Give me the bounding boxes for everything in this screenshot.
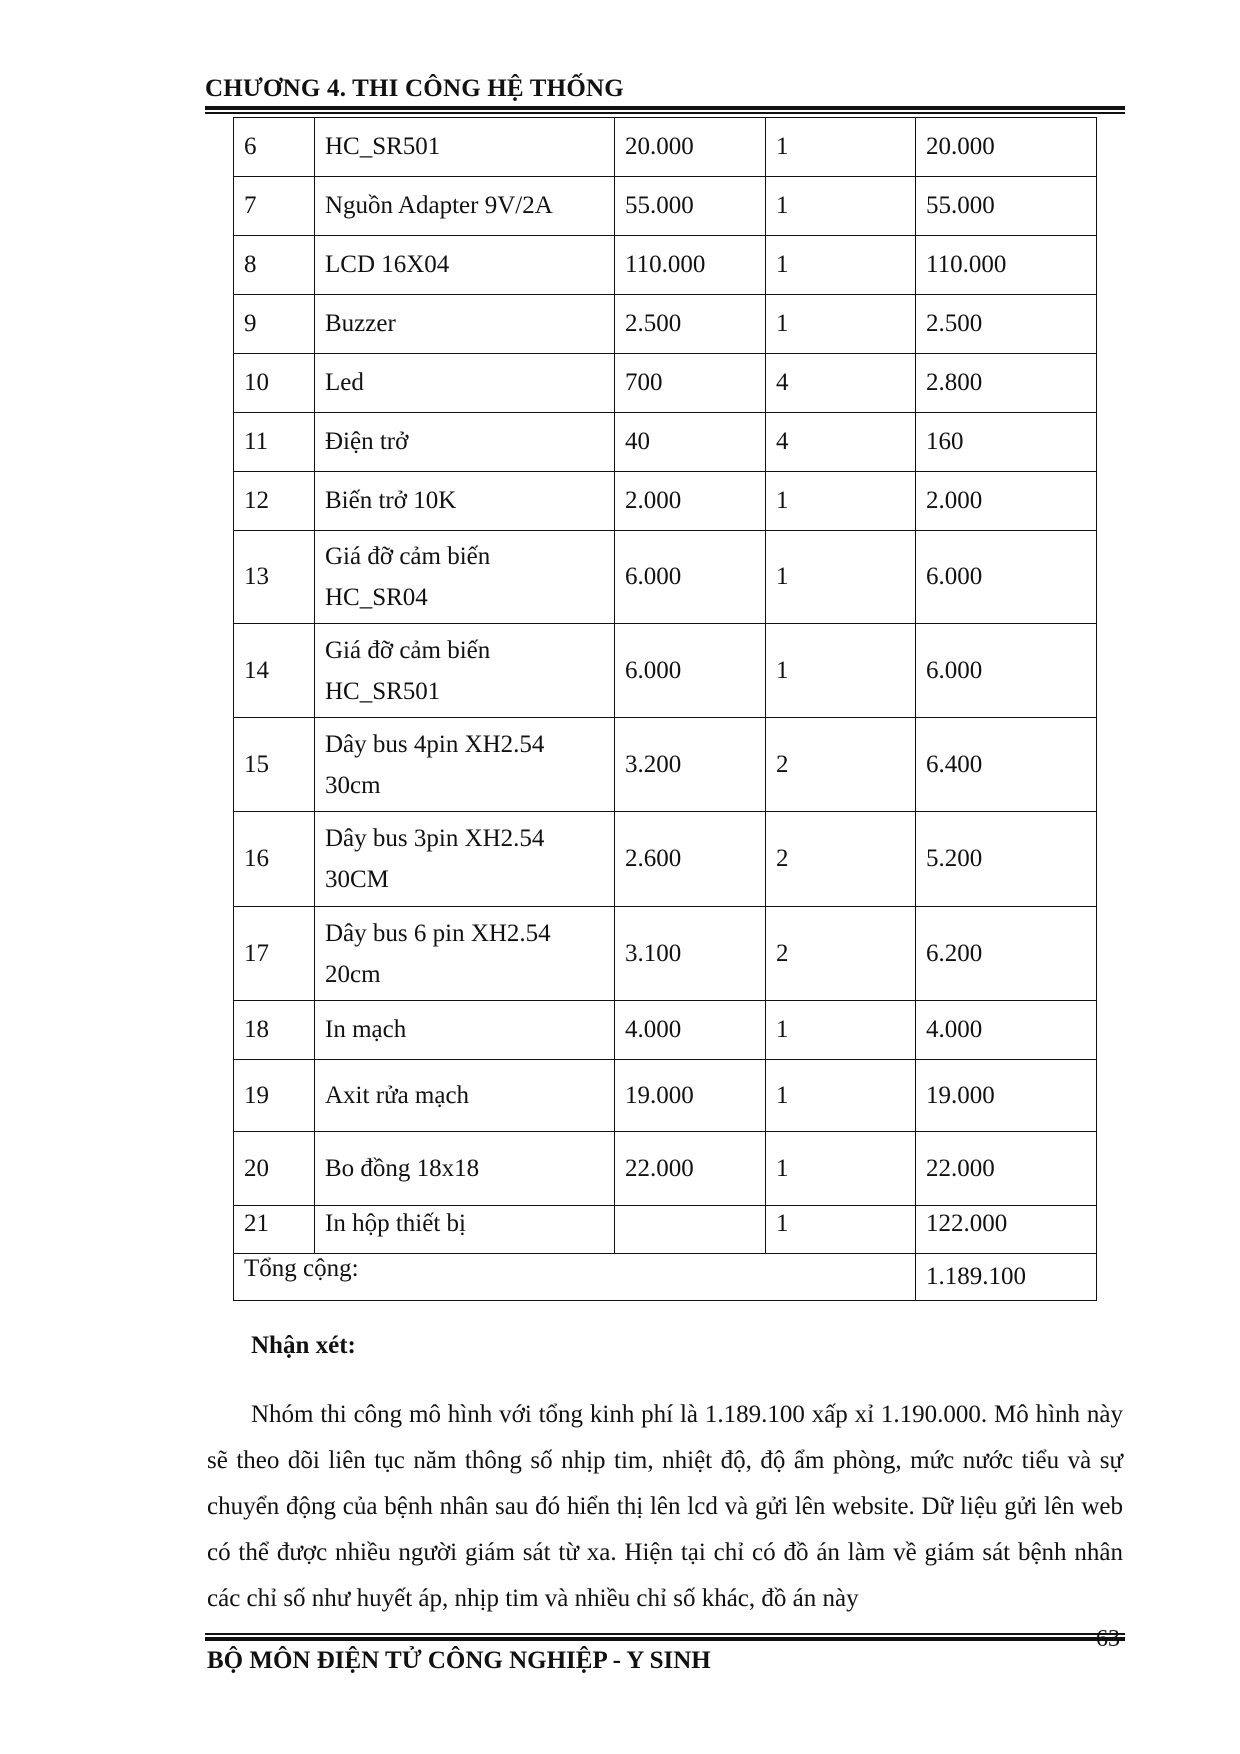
cell-no: 14 — [234, 624, 315, 718]
cell-name-line: LCD 16X04 — [325, 251, 450, 278]
cell-unit-price: 2.600 — [615, 812, 766, 907]
cell-name — [315, 354, 615, 413]
cell-qty: 2 — [766, 718, 916, 812]
cell-total: 6.400 — [916, 718, 1097, 812]
cell-name — [315, 236, 615, 295]
cell-total: 6.200 — [916, 907, 1097, 1001]
cost-table-body — [234, 118, 1097, 1301]
cell-total: 4.000 — [916, 1001, 1097, 1060]
cell-qty: 4 — [766, 354, 916, 413]
cell-qty: 1 — [766, 472, 916, 531]
cell-qty: 1 — [766, 624, 916, 718]
cell-unit-price — [615, 1206, 766, 1254]
cell-unit-price: 6.000 — [615, 531, 766, 624]
cell-qty: 1 — [766, 118, 916, 177]
footer-rule-thin — [205, 1633, 1125, 1635]
remark-paragraph: Nhóm thi công mô hình với tổng kinh phí là 1.189.100 xấp xỉ 1.190.000. Mô hình này sẽ theo dõi liên tục năm thông số nhịp tim, nhiệt độ, độ ẩm phòng, mức nước tiểu và sự chuyển động của bệnh nhân sau đó hiển thị lên lcd và gửi lên website. Dữ liệu gửi lên web có thể được nhiều người giám sát từ xa. Hiện tại chỉ có đồ án làm về giám sát bệnh nhân các chỉ số như huyết áp, nhịp tim và nhiều chỉ số khác, đồ án này — [207, 1401, 1123, 1612]
cell-no: 7 — [234, 177, 315, 236]
cell-unit-price: 4.000 — [615, 1001, 766, 1060]
page-number: 63 — [1096, 1626, 1120, 1652]
cell-qty: 2 — [766, 907, 916, 1001]
cell-total: 6.000 — [916, 624, 1097, 718]
cell-no: 10 — [234, 354, 315, 413]
cell-name-line: Led — [325, 369, 364, 396]
cell-qty: 1 — [766, 1206, 916, 1254]
cell-name-line: 20cm — [325, 960, 381, 988]
cell-unit-price: 700 — [615, 354, 766, 413]
cell-name — [315, 624, 615, 718]
cell-name-line: Giá đỡ cảm biến — [325, 543, 491, 570]
cell-name — [315, 1206, 615, 1254]
cell-name-line: HC_SR501 — [325, 677, 441, 705]
cell-no: 20 — [234, 1132, 315, 1206]
cell-name — [315, 118, 615, 177]
table-row — [234, 1206, 1097, 1254]
cell-total: 122.000 — [916, 1206, 1097, 1254]
cell-name-line: 30CM — [325, 866, 389, 893]
cell-total: 2.800 — [916, 354, 1097, 413]
cell-no: 11 — [234, 413, 315, 472]
table-row — [234, 624, 1097, 718]
cell-no: 9 — [234, 295, 315, 354]
table-row — [234, 812, 1097, 907]
cell-unit-price: 110.000 — [615, 236, 766, 295]
cell-qty: 4 — [766, 413, 916, 472]
table-row — [234, 1001, 1097, 1060]
cell-name — [315, 907, 615, 1001]
cell-qty: 2 — [766, 812, 916, 907]
cell-no: 19 — [234, 1060, 315, 1132]
cell-name-line: Giá đỡ cảm biến — [325, 636, 491, 664]
cell-qty: 1 — [766, 295, 916, 354]
cell-name-line: HC_SR501 — [325, 133, 441, 160]
cell-name-line: Bo đồng 18x18 — [325, 1154, 480, 1182]
table-row — [234, 413, 1097, 472]
cell-name-line: Nguồn Adapter 9V/2A — [325, 192, 553, 219]
table-row — [234, 118, 1097, 177]
cell-name-line: Dây bus 4pin XH2.54 — [325, 730, 545, 758]
cell-total: 160 — [916, 413, 1097, 472]
cell-total: 110.000 — [916, 236, 1097, 295]
cell-name-line: In mạch — [325, 1016, 407, 1043]
remark-heading: Nhận xét: — [251, 1332, 356, 1359]
table-row — [234, 718, 1097, 812]
page-header — [205, 74, 1125, 104]
cell-no: 15 — [234, 718, 315, 812]
cell-unit-price: 3.200 — [615, 718, 766, 812]
cell-unit-price: 19.000 — [615, 1060, 766, 1132]
footer-rule-thick — [205, 1637, 1125, 1641]
cell-total: 5.200 — [916, 812, 1097, 907]
cell-name-line: Buzzer — [325, 310, 396, 337]
footer-department: BỘ MÔN ĐIỆN TỬ CÔNG NGHIỆP - Y SINH — [207, 1647, 711, 1674]
cell-name — [315, 177, 615, 236]
cell-name — [315, 531, 615, 624]
cell-total: 55.000 — [916, 177, 1097, 236]
table-row — [234, 1060, 1097, 1132]
cell-qty: 1 — [766, 1132, 916, 1206]
cell-name — [315, 295, 615, 354]
table-row — [234, 177, 1097, 236]
cell-no: 6 — [234, 118, 315, 177]
cell-name-line: Axit rửa mạch — [325, 1081, 470, 1109]
cell-no: 8 — [234, 236, 315, 295]
cell-total: 2.000 — [916, 472, 1097, 531]
cell-no: 16 — [234, 812, 315, 907]
cell-name — [315, 472, 615, 531]
cell-name — [315, 413, 615, 472]
cell-qty: 1 — [766, 177, 916, 236]
chapter-title: CHƯƠNG 4. THI CÔNG HỆ THỐNG — [205, 75, 624, 102]
table-row — [234, 354, 1097, 413]
cell-unit-price: 20.000 — [615, 118, 766, 177]
header-rule-thick — [205, 106, 1125, 110]
cell-name — [315, 812, 615, 907]
cell-name-line: 30cm — [325, 771, 381, 799]
cell-name-line: Biến trở 10K — [325, 487, 457, 514]
table-row — [234, 295, 1097, 354]
cell-no: 12 — [234, 472, 315, 531]
cell-total: 22.000 — [916, 1132, 1097, 1206]
table-row — [234, 236, 1097, 295]
cell-unit-price: 40 — [615, 413, 766, 472]
cell-unit-price: 3.100 — [615, 907, 766, 1001]
total-row — [234, 1254, 1097, 1301]
cell-unit-price: 2.500 — [615, 295, 766, 354]
cell-name-line: Dây bus 6 pin XH2.54 — [325, 919, 551, 947]
cell-no: 17 — [234, 907, 315, 1001]
cell-qty: 1 — [766, 236, 916, 295]
cell-total: 19.000 — [916, 1060, 1097, 1132]
cell-name — [315, 718, 615, 812]
cell-qty: 1 — [766, 1001, 916, 1060]
cell-name-line: Điện trở — [325, 428, 409, 455]
cell-qty: 1 — [766, 531, 916, 624]
cost-table — [233, 117, 1097, 1301]
total-label: Tổng cộng: — [234, 1254, 916, 1301]
cell-no: 18 — [234, 1001, 315, 1060]
total-value: 1.189.100 — [916, 1254, 1097, 1301]
table-row — [234, 1132, 1097, 1206]
cell-no: 21 — [234, 1206, 315, 1254]
cell-name — [315, 1001, 615, 1060]
cell-no: 13 — [234, 531, 315, 624]
header-rule-thin — [205, 112, 1125, 114]
cell-total: 6.000 — [916, 531, 1097, 624]
table-row — [234, 531, 1097, 624]
cell-unit-price: 6.000 — [615, 624, 766, 718]
cell-name — [315, 1132, 615, 1206]
cell-name-line: HC_SR04 — [325, 584, 428, 611]
cell-name-line: Dây bus 3pin XH2.54 — [325, 825, 545, 852]
cell-name-line: In hộp thiết bị — [325, 1210, 466, 1237]
cell-qty: 1 — [766, 1060, 916, 1132]
cell-total: 2.500 — [916, 295, 1097, 354]
cell-unit-price: 2.000 — [615, 472, 766, 531]
cell-unit-price: 55.000 — [615, 177, 766, 236]
cell-total: 20.000 — [916, 118, 1097, 177]
cell-name — [315, 1060, 615, 1132]
table-row — [234, 907, 1097, 1001]
table-row — [234, 472, 1097, 531]
cell-unit-price: 22.000 — [615, 1132, 766, 1206]
